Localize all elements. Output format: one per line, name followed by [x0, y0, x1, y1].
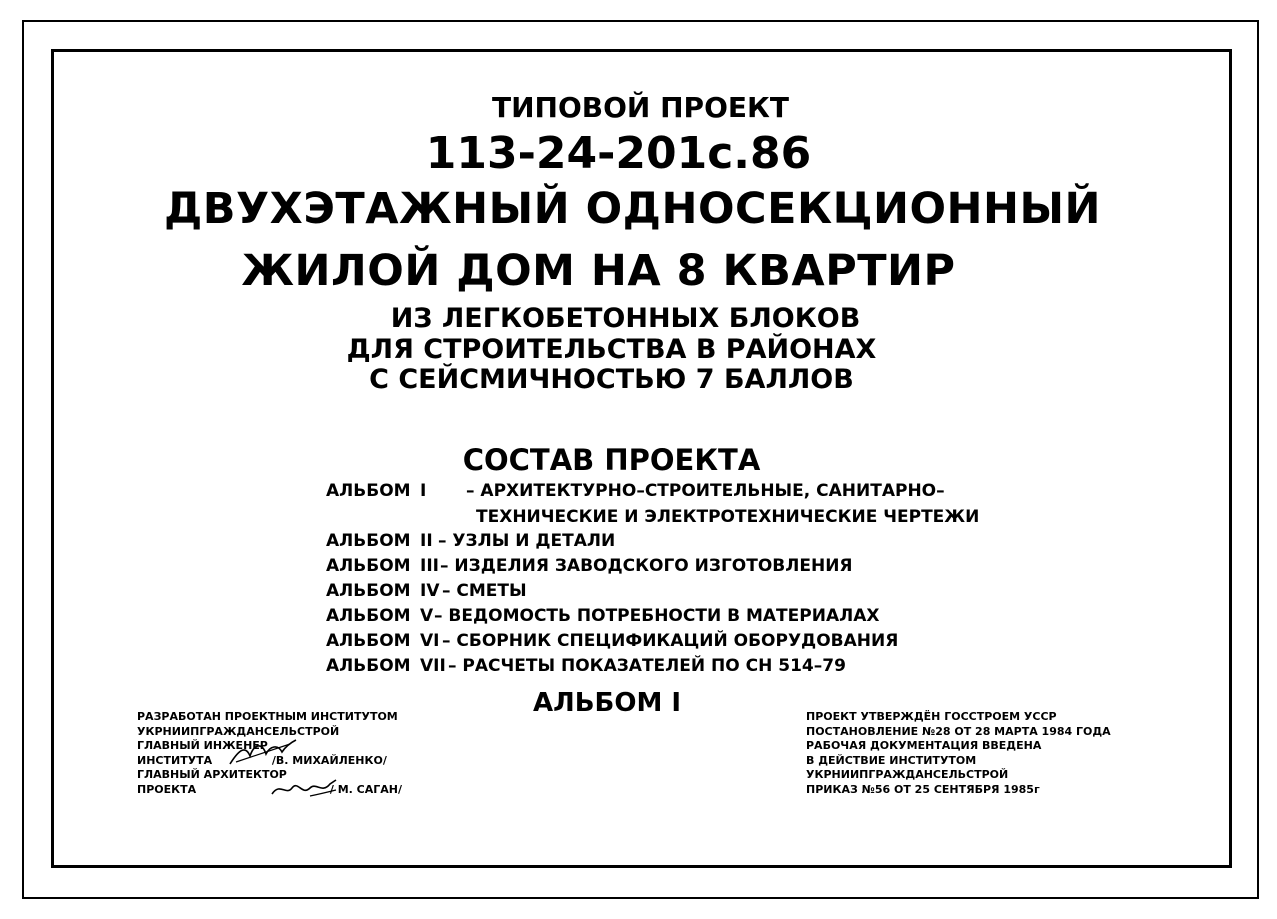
album-description: – СМЕТЫ [442, 581, 527, 601]
album-number: VII [420, 656, 446, 676]
approval-institute: УКРНИИПГРАЖДАНСЕЛЬСТРОЙ [806, 768, 1009, 781]
chief-engineer-label: ИНСТИТУТА [137, 753, 213, 767]
title-line-1: ДВУХЭТАЖНЫЙ ОДНОСЕКЦИОННЫЙ [163, 184, 1102, 234]
developer-line: РАЗРАБОТАН ПРОЕКТНЫМ ИНСТИТУТОМ [137, 710, 398, 723]
album-number: IV [420, 581, 440, 601]
album-description: – АРХИТЕКТУРНО–СТРОИТЕЛЬНЫЕ, САНИТАРНО– [466, 481, 945, 501]
album-word: АЛЬБОМ [326, 481, 411, 501]
album-description: – ИЗДЕЛИЯ ЗАВОДСКОГО ИЗГОТОВЛЕНИЯ [440, 556, 853, 576]
subtitle-line-1: ИЗ ЛЕГКОБЕТОННЫХ БЛОКОВ [390, 303, 861, 334]
approval-line: В ДЕЙСТВИЕ ИНСТИТУТОМ [806, 753, 977, 767]
album-number: VI [420, 631, 440, 651]
album-number: III [420, 556, 439, 576]
album-number: II [420, 531, 433, 551]
approval-line: РАБОЧАЯ ДОКУМЕНТАЦИЯ ВВЕДЕНА [806, 739, 1042, 752]
chief-architect-label: ПРОЕКТА [137, 782, 197, 796]
album-description-continued: ТЕХНИЧЕСКИЕ И ЭЛЕКТРОТЕХНИЧЕСКИЕ ЧЕРТЕЖИ [476, 507, 980, 527]
approval-line: ПРОЕКТ УТВЕРЖДЁН ГОССТРОЕМ УССР [806, 710, 1057, 723]
doc-type-heading: ТИПОВОЙ ПРОЕКТ [492, 91, 789, 124]
developer-institute: УКРНИИПГРАЖДАНСЕЛЬСТРОЙ [137, 724, 340, 738]
album-word: АЛЬБОМ [326, 531, 411, 551]
chief-engineer-name: /В. МИХАЙЛЕНКО/ [271, 753, 387, 767]
title-line-2: ЖИЛОЙ ДОМ НА 8 КВАРТИР [241, 246, 956, 296]
album-description: – РАСЧЕТЫ ПОКАЗАТЕЛЕЙ ПО СН 514–79 [448, 656, 846, 676]
approval-order: ПРИКАЗ №56 ОТ 25 СЕНТЯБРЯ 1985г [806, 782, 1040, 796]
chief-architect-name: / М. САГАН/ [329, 782, 402, 796]
subtitle-line-3: С СЕЙСМИЧНОСТЬЮ 7 БАЛЛОВ [369, 364, 854, 395]
album-description: – УЗЛЫ И ДЕТАЛИ [438, 531, 616, 551]
composition-heading: СОСТАВ ПРОЕКТА [462, 443, 761, 477]
subtitle-line-2: ДЛЯ СТРОИТЕЛЬСТВА В РАЙОНАХ [346, 334, 877, 365]
approval-block [806, 710, 1111, 797]
album-word: АЛЬБОМ [326, 656, 411, 676]
album-word: АЛЬБОМ [326, 556, 411, 576]
current-album-label: АЛЬБОМ I [533, 688, 682, 718]
engineer-signature-icon [228, 738, 298, 768]
album-number: V [420, 606, 434, 626]
album-description: – СБОРНИК СПЕЦИФИКАЦИЙ ОБОРУДОВАНИЯ [442, 631, 899, 651]
project-number: 113-24-201с.86 [425, 128, 812, 179]
album-description: – ВЕДОМОСТЬ ПОТРЕБНОСТИ В МАТЕРИАЛАХ [434, 606, 880, 626]
album-word: АЛЬБОМ [326, 606, 411, 626]
chief-engineer-title: ГЛАВНЫЙ ИНЖЕНЕР [137, 739, 268, 752]
chief-architect-title: ГЛАВНЫЙ АРХИТЕКТОР [137, 768, 287, 781]
album-number: I [420, 481, 427, 501]
album-word: АЛЬБОМ [326, 581, 411, 601]
approval-decree: ПОСТАНОВЛЕНИЕ №28 ОТ 28 МАРТА 1984 ГОДА [806, 724, 1111, 738]
architect-signature-icon [270, 776, 340, 800]
album-word: АЛЬБОМ [326, 631, 411, 651]
